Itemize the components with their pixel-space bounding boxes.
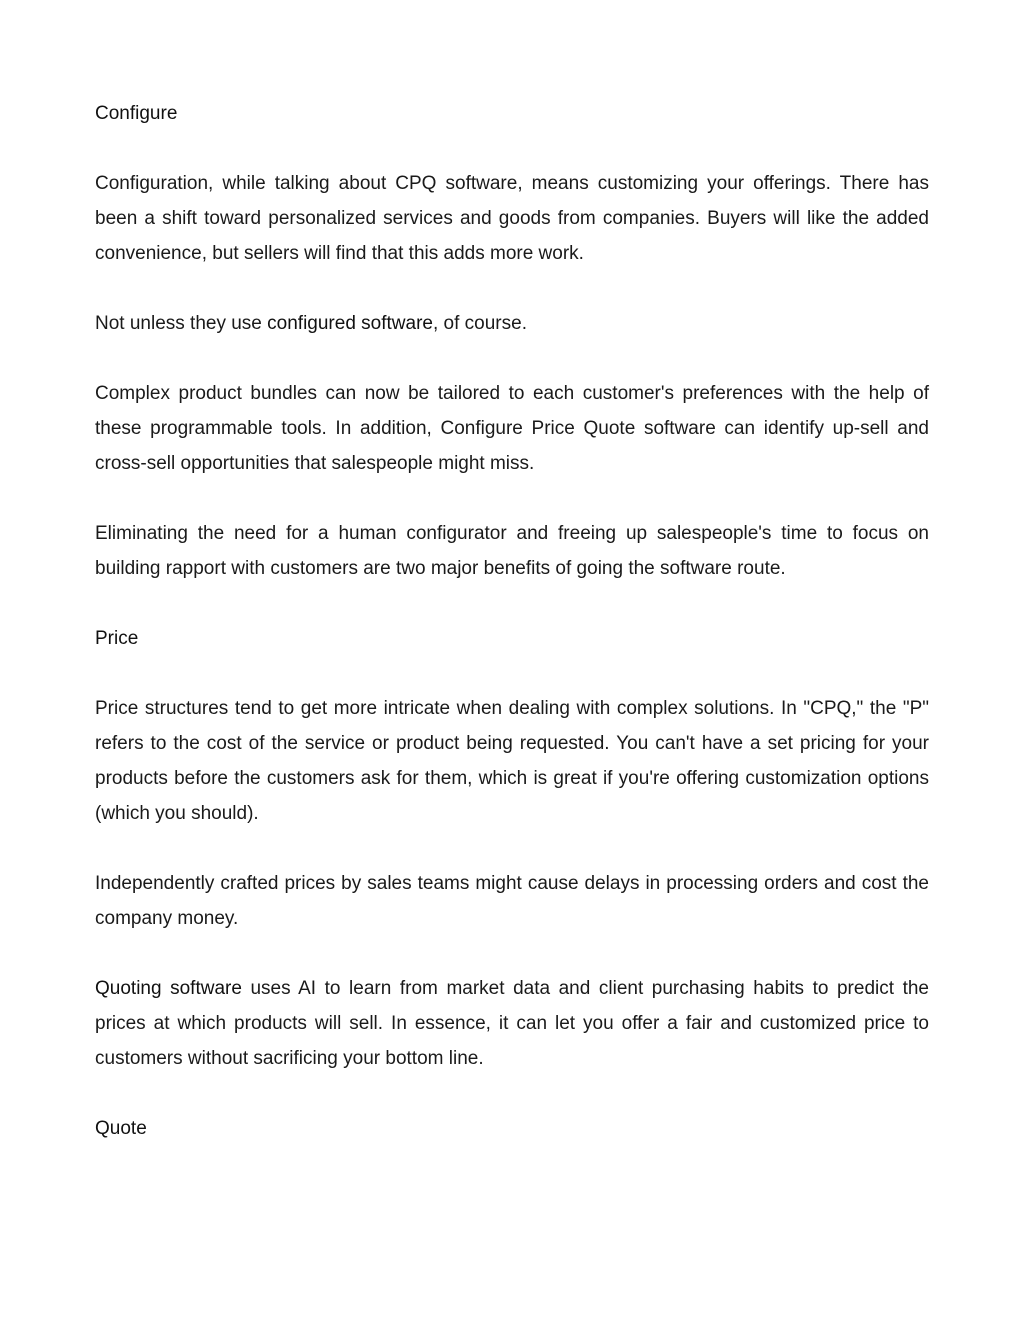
configure-paragraph-2-after: , of course. [432, 313, 527, 334]
configured-software-link[interactable]: configured software [267, 313, 433, 334]
price-paragraph-1: Price structures tend to get more intricate when dealing with complex solutions. In "CPQ," the "P" refers to the cost of the service or product being requested. You can't have a set pricing for your products before the customers ask for them, which is great if you're offering customization options (which you should). [95, 698, 929, 824]
spacer [95, 1076, 929, 1111]
quoting-software-link[interactable]: Quoting software [95, 978, 242, 999]
configure-paragraph-1: Configuration, while talking about CPQ software, means customizing your offerings. There has been a shift toward personalized services and goods from companies. Buyers will like the added convenience, but sellers will find that this adds more work. [95, 173, 929, 264]
configure-paragraph-2 [95, 306, 929, 341]
document-page [95, 96, 929, 1146]
price-paragraph-2: Independently crafted prices by sales teams might cause delays in processing orders and cost the company money. [95, 873, 929, 929]
spacer [95, 131, 929, 166]
spacer [95, 481, 929, 516]
spacer [95, 341, 929, 376]
spacer [95, 586, 929, 621]
section-heading-configure: Configure [95, 103, 178, 124]
configure-paragraph-3: Complex product bundles can now be tailored to each customer's preferences with the help of these programmable tools. In addition, Configure Price Quote software can identify up-sell and cross-sell opportunities that salespeople might miss. [95, 383, 929, 474]
section-heading-price: Price [95, 628, 139, 649]
spacer [95, 936, 929, 971]
price-paragraph-3 [95, 971, 929, 1076]
spacer [95, 656, 929, 691]
price-paragraph-3-after: uses AI to learn from market data and client purchasing habits to predict the prices at which products will sell. In essence, it can let you offer a fair and customized price to customers without sacrificing your bottom line. [95, 978, 929, 1069]
section-heading-quote: Quote [95, 1118, 147, 1139]
spacer [95, 271, 929, 306]
configure-paragraph-2-before: Not unless they use [95, 313, 268, 334]
configure-paragraph-4: Eliminating the need for a human configurator and freeing up salespeople's time to focus on building rapport with customers are two major benefits of going the software route. [95, 523, 929, 579]
spacer [95, 831, 929, 866]
